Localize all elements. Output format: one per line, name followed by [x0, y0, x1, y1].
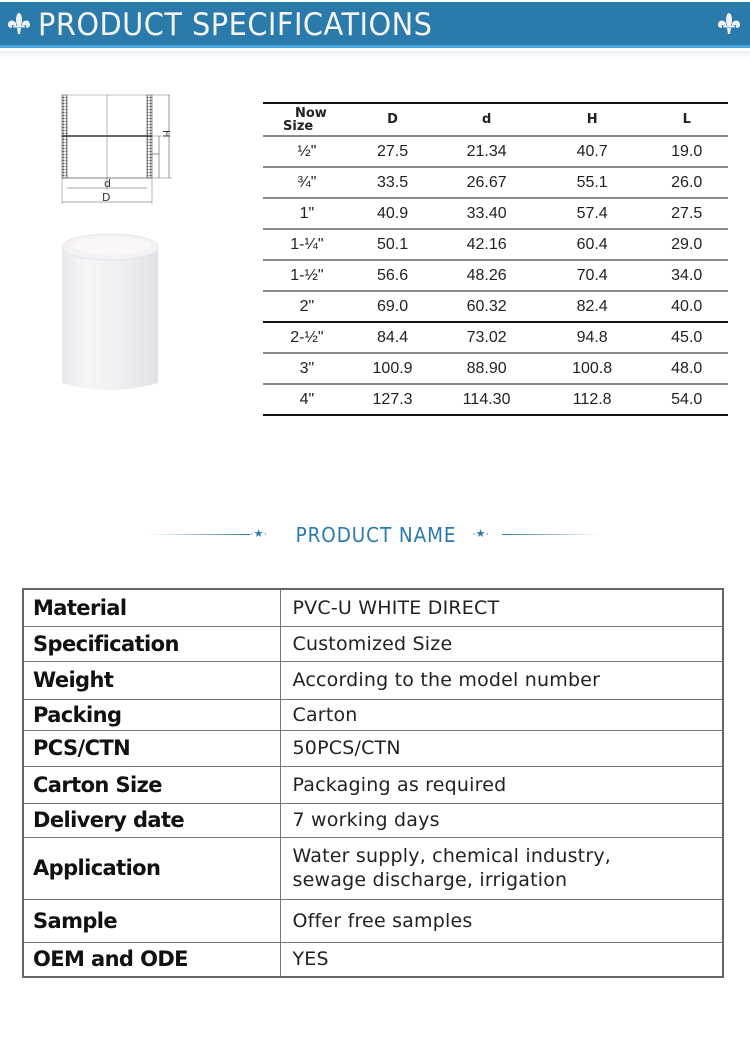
spec-row-packing [23, 699, 723, 730]
spec-value: Customized Size [280, 626, 723, 661]
spec-value: 50PCS/CTN [280, 730, 723, 766]
table-row [263, 291, 728, 322]
cell-d: 33.40 [434, 198, 538, 229]
cell-D: 100.9 [351, 353, 435, 384]
divider-line-left [150, 534, 250, 535]
dimension-table-header [263, 103, 728, 136]
cell-size: 2" [263, 291, 351, 322]
header-outer-diameter: D [351, 103, 435, 136]
page-title: PRODUCT SPECIFICATIONS [38, 7, 433, 43]
spec-value: Carton [280, 699, 723, 730]
spec-value: Packaging as required [280, 766, 723, 803]
diagram-label-D: D [102, 191, 111, 204]
cell-L: 27.5 [645, 198, 728, 229]
cell-L: 29.0 [645, 229, 728, 260]
product-name-heading [150, 522, 600, 550]
divider-line-right [502, 534, 600, 535]
cell-D: 50.1 [351, 229, 435, 260]
header-inner-diameter: d [434, 103, 538, 136]
spec-row-weight [23, 661, 723, 699]
table-row [263, 198, 728, 229]
cell-size: 1-½" [263, 260, 351, 291]
table-row [263, 229, 728, 260]
cell-L: 40.0 [645, 291, 728, 322]
cell-D: 69.0 [351, 291, 435, 322]
product-spec-table [22, 588, 724, 978]
spec-value-line: sewage discharge, irrigation [292, 869, 568, 891]
cell-H: 94.8 [539, 322, 646, 353]
spec-label: OEM and ODE [23, 942, 280, 977]
spec-label: Material [23, 589, 280, 626]
cell-d: 73.02 [434, 322, 538, 353]
cell-L: 54.0 [671, 390, 703, 408]
spec-value: 7 working days [280, 803, 723, 837]
cell-d: 48.26 [434, 260, 538, 291]
spec-row-oem-ode [23, 942, 723, 977]
header-shadow [0, 51, 750, 61]
pvc-coupling-photo [60, 225, 160, 395]
cell-H: 70.4 [539, 260, 646, 291]
cell-L: 48.0 [645, 353, 728, 384]
cell-size: ½" [263, 136, 351, 167]
spec-row-pcs-ctn [23, 730, 723, 766]
table-row [263, 322, 728, 353]
cell-d: 60.32 [434, 291, 538, 322]
table-row [263, 353, 728, 384]
spec-label: Specification [23, 626, 280, 661]
spec-row-delivery-date [23, 803, 723, 837]
diagram-label-d: d [104, 177, 111, 190]
coupling-dimension-diagram [38, 90, 178, 210]
table-row [263, 136, 728, 167]
dimension-table [263, 102, 728, 416]
cell-d: 26.67 [434, 167, 538, 198]
section-title: PRODUCT NAME [295, 523, 457, 547]
spec-row-specification [23, 626, 723, 661]
spec-row-material [23, 589, 723, 626]
cell-size: ¾" [263, 167, 351, 198]
cell-size: 1-¼" [263, 229, 351, 260]
header-size [263, 103, 351, 136]
spec-label: Carton Size [23, 766, 280, 803]
cell-H: 112.8 [572, 390, 612, 408]
spec-label: Sample [23, 899, 280, 942]
table-row [263, 260, 728, 291]
diagram-label-H: H [160, 130, 171, 138]
cell-d: 88.90 [434, 353, 538, 384]
cell-D: 56.6 [351, 260, 435, 291]
star-ornament-icon: ·★· [250, 528, 268, 540]
spec-label: Packing [23, 699, 280, 730]
cell-H: 40.7 [539, 136, 646, 167]
spec-value: YES [280, 942, 723, 977]
spec-label: Application [23, 837, 280, 899]
cell-L: 34.0 [645, 260, 728, 291]
cell-size: 3" [263, 353, 351, 384]
spec-row-application [23, 837, 723, 899]
fleur-de-lis-icon [6, 11, 32, 37]
cell-D: 33.5 [351, 167, 435, 198]
cell-L: 26.0 [645, 167, 728, 198]
header-size-line1: Now [295, 105, 327, 121]
spec-value: Offer free samples [280, 899, 723, 942]
cell-d: 42.16 [434, 229, 538, 260]
spec-row-carton-size [23, 766, 723, 803]
section-header-product-specifications [0, 2, 750, 48]
spec-label: PCS/CTN [23, 730, 280, 766]
spec-label: Weight [23, 661, 280, 699]
cell-D: 27.5 [351, 136, 435, 167]
cell-size: 4" [299, 390, 315, 408]
spec-value-line: Water supply, chemical industry, [292, 845, 612, 867]
table-row [263, 167, 728, 198]
spec-value: According to the model number [280, 661, 723, 699]
spec-label: Delivery date [23, 803, 280, 837]
fleur-de-lis-icon [716, 11, 742, 37]
cell-L: 19.0 [645, 136, 728, 167]
cell-size: 1" [263, 198, 351, 229]
cell-H: 60.4 [539, 229, 646, 260]
table-row [263, 384, 728, 415]
cell-size: 2-½" [263, 322, 351, 353]
cell-D: 127.3 [372, 390, 413, 408]
cell-D: 84.4 [351, 322, 435, 353]
cell-d: 114.30 [462, 390, 511, 408]
spec-value [280, 837, 723, 899]
header-length: L [645, 103, 728, 136]
spec-value: PVC-U WHITE DIRECT [280, 589, 723, 626]
star-ornament-icon: ·★· [472, 528, 490, 540]
cell-D: 40.9 [351, 198, 435, 229]
cell-H: 57.4 [539, 198, 646, 229]
cell-d: 21.34 [434, 136, 538, 167]
header-size-line2: Size [283, 118, 314, 134]
cell-H: 82.4 [539, 291, 646, 322]
cell-H: 55.1 [539, 167, 646, 198]
spec-row-sample [23, 899, 723, 942]
cell-L: 45.0 [645, 322, 728, 353]
cell-H: 100.8 [539, 353, 646, 384]
header-height: H [539, 103, 646, 136]
